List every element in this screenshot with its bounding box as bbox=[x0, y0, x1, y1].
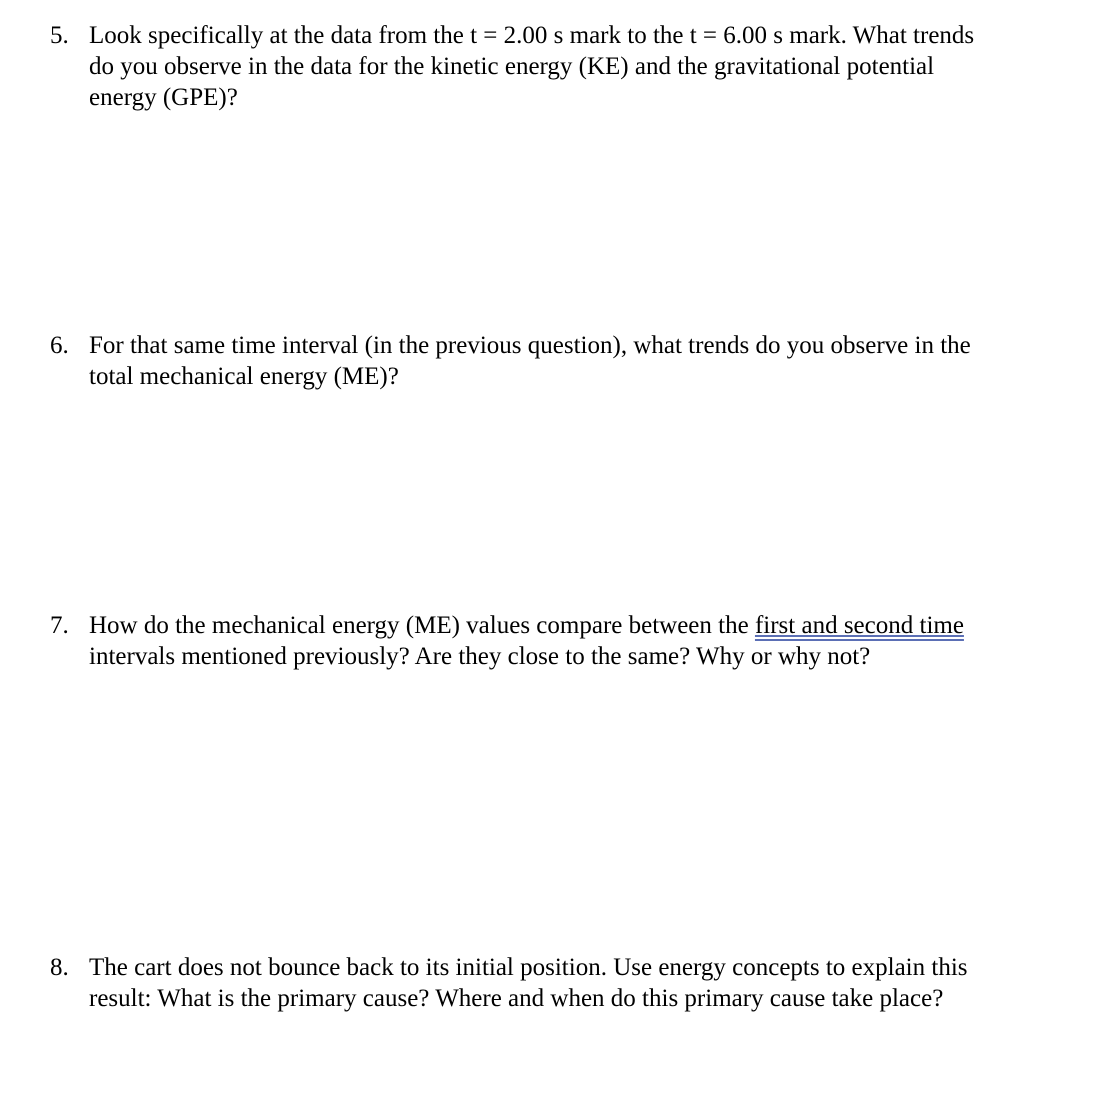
question-number: 8. bbox=[50, 954, 69, 981]
question-7 bbox=[50, 610, 1060, 672]
question-line: do you observe in the data for the kinetic energy (KE) and the gravitational potential bbox=[89, 53, 935, 80]
question-line: energy (GPE)? bbox=[89, 84, 238, 111]
question-number: 5. bbox=[50, 22, 69, 49]
question-line: The cart does not bounce back to its initial position. Use energy concepts to explain this bbox=[89, 954, 968, 981]
question-text bbox=[89, 20, 1060, 113]
question-text bbox=[89, 610, 1060, 672]
question-6 bbox=[50, 330, 1060, 392]
question-5 bbox=[50, 20, 1060, 113]
question-line bbox=[89, 610, 1060, 641]
question-text bbox=[89, 952, 1060, 1014]
question-number: 6. bbox=[50, 332, 69, 359]
question-line: For that same time interval (in the previous question), what trends do you observe in the bbox=[89, 332, 971, 359]
question-line: result: What is the primary cause? Where and when do this primary cause take place? bbox=[89, 985, 944, 1012]
underlined-phrase: first and second time bbox=[754, 612, 964, 639]
question-number: 7. bbox=[50, 612, 69, 639]
question-line: Look specifically at the data from the t = 2.00 s mark to the t = 6.00 s mark. What trends bbox=[89, 22, 975, 49]
question-8 bbox=[50, 952, 1060, 1014]
question-line: intervals mentioned previously? Are they close to the same? Why or why not? bbox=[89, 643, 871, 670]
question-line-text: How do the mechanical energy (ME) values compare between the bbox=[89, 612, 755, 639]
question-text bbox=[89, 330, 1060, 392]
question-line: total mechanical energy (ME)? bbox=[89, 363, 399, 390]
